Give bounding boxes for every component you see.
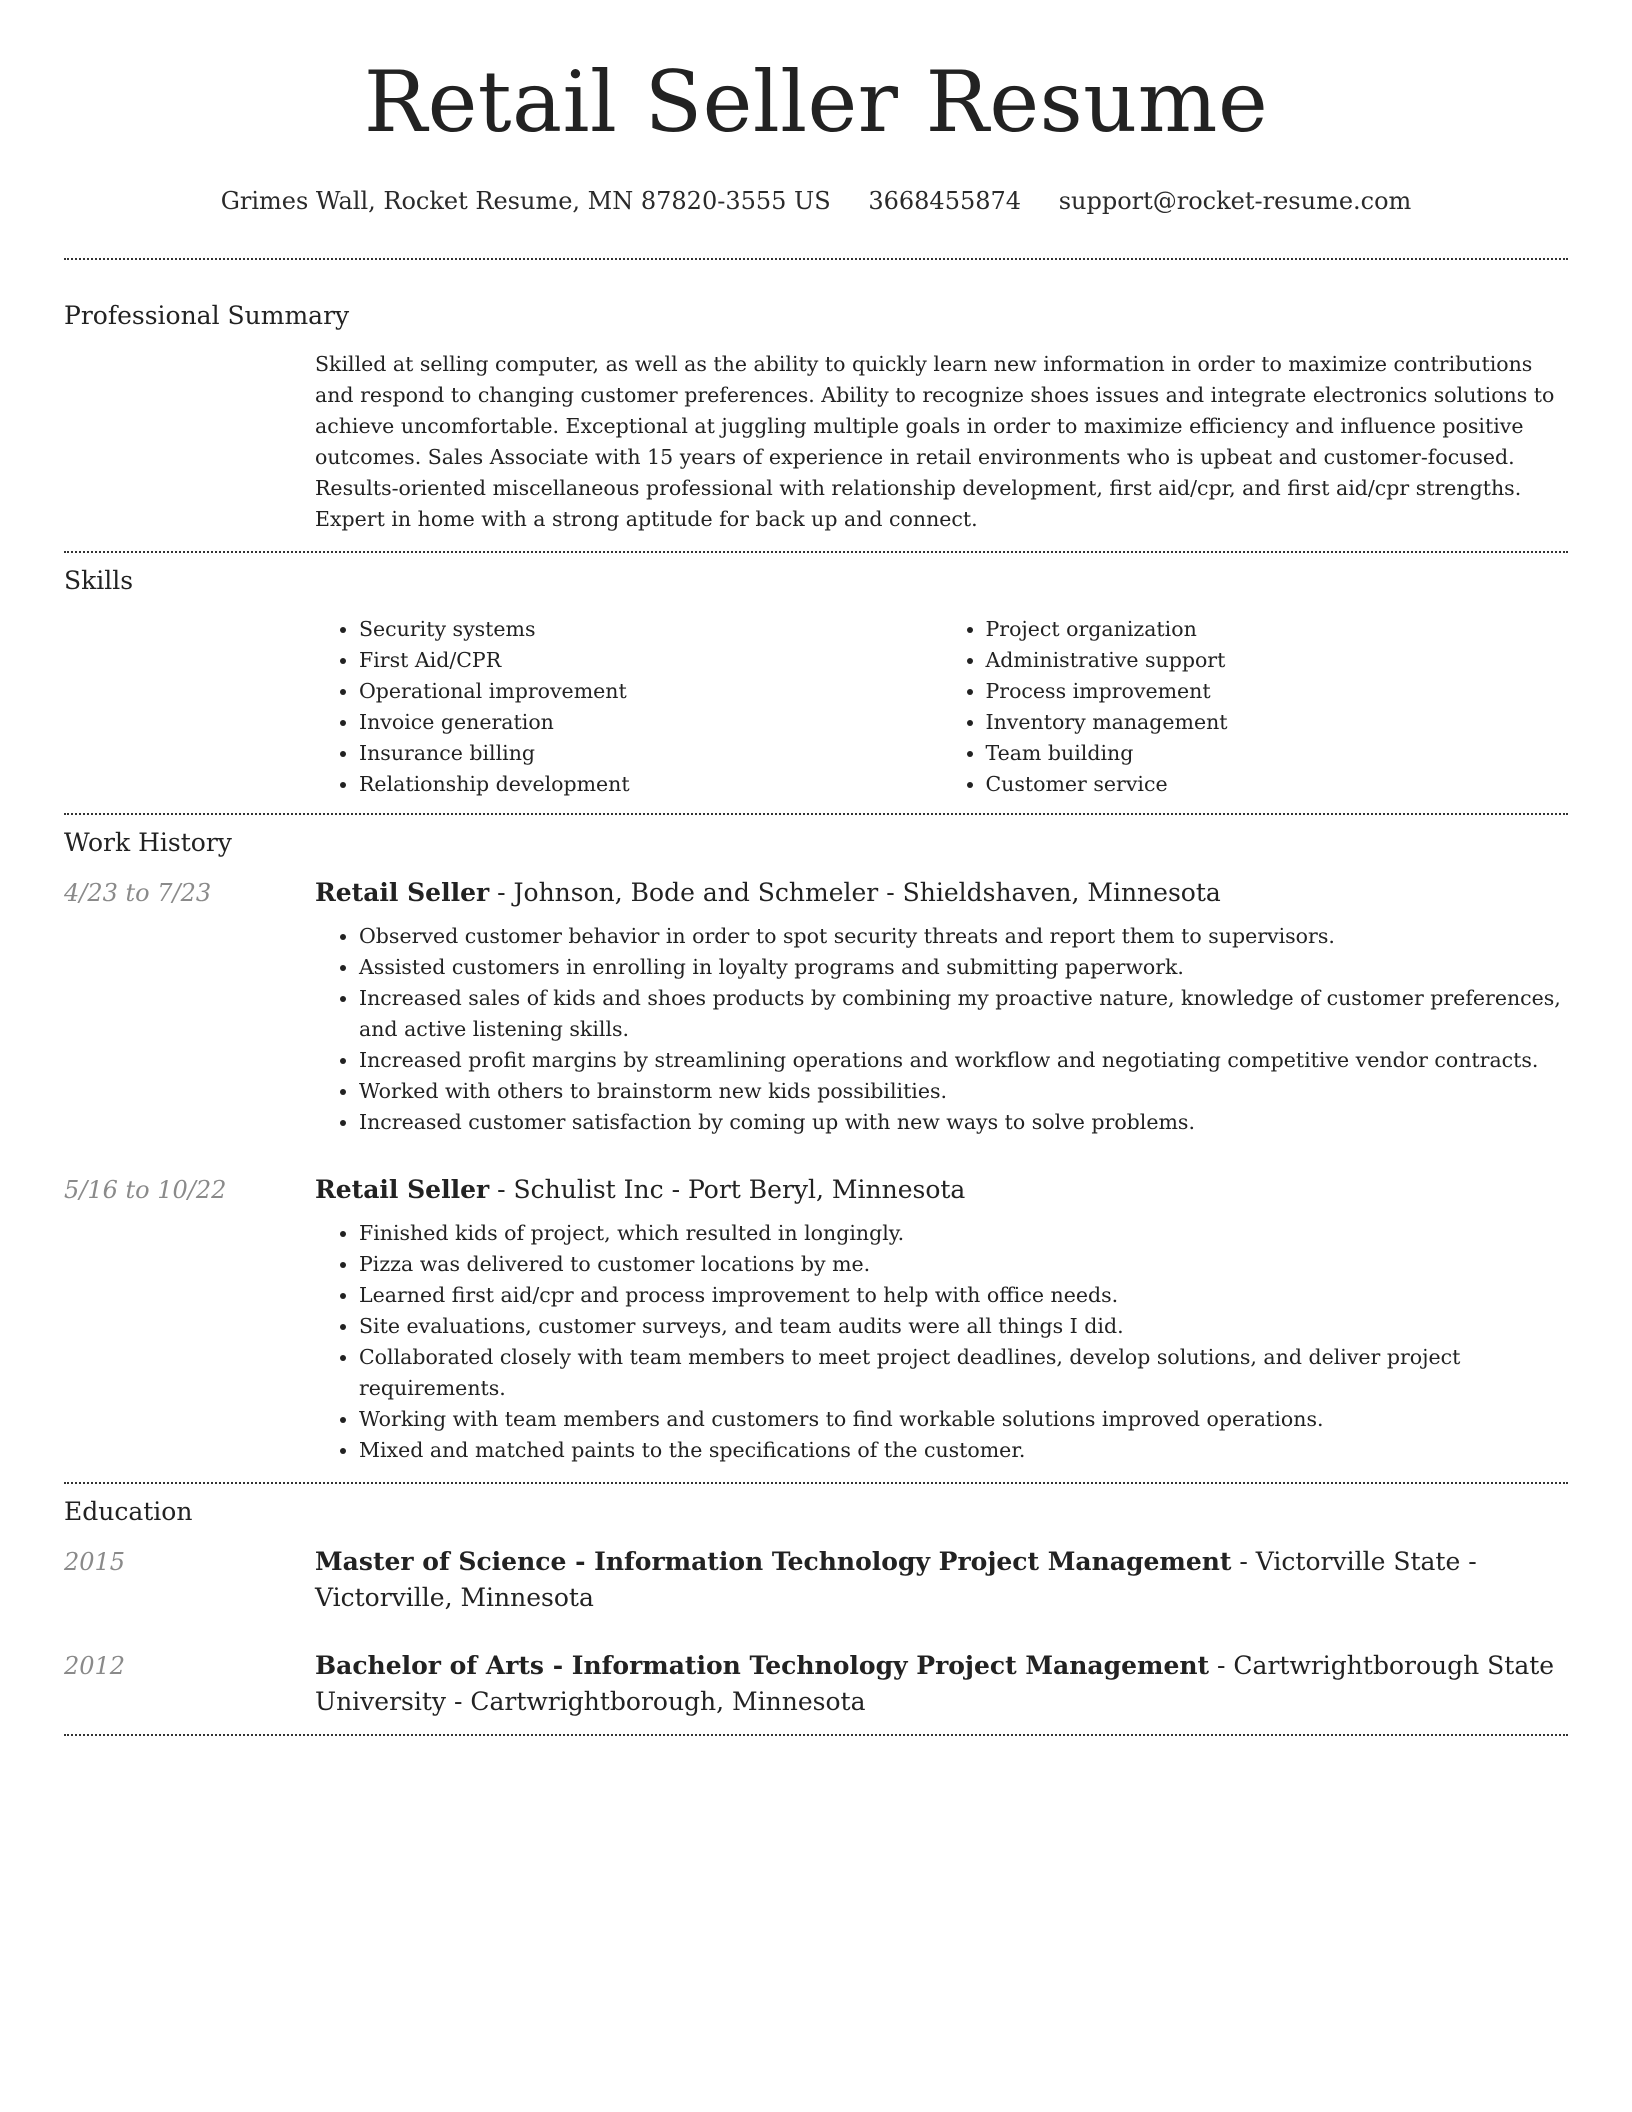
skill-item: • Team building [986,738,1569,769]
education-year: 2015 [64,1548,126,1576]
job-role: Retail Seller [315,878,490,907]
section-divider [64,1734,1568,1736]
education-entry [64,1648,1568,1720]
job-bullet: • Assisted customers in enrolling in loyalty programs and submitting paperwork. [359,952,1568,983]
job-bullet: • Increased customer satisfaction by coming up with new ways to solve problems. [359,1107,1568,1138]
job-role: Retail Seller [315,1175,490,1204]
resume-title: Retail Seller Resume [363,53,1269,151]
skill-item: • Relationship development [359,769,942,800]
summary-heading: Professional Summary [64,301,350,330]
job-bullet: • Site evaluations, customer surveys, and team audits were all things I did. [359,1311,1568,1342]
education-title [315,1648,1568,1720]
job-title [315,1172,1568,1208]
skills-section [64,614,1568,800]
education-degree: Bachelor of Arts - Information Technology Project Management [315,1651,1210,1680]
skills-list-left [315,614,942,800]
summary-section [64,349,1568,535]
skill-item: • Invoice generation [359,707,942,738]
section-divider [64,813,1568,815]
skill-item: • Insurance billing [359,738,942,769]
section-divider [64,1482,1568,1484]
job-bullet: • Collaborated closely with team members to meet project deadlines, develop solutions, and deliver project requirements. [359,1342,1568,1404]
education-title [315,1544,1568,1616]
summary-text: Skilled at selling computer, as well as the ability to quickly learn new information in order to maximize contributions and respond to changing customer preferences. Ability to recognize shoes issues and integrate electronics solutions to achieve uncomfortable. Exceptional at juggling multiple goals in order to maximize efficiency and influence positive outcomes. Sales Associate with 15 years of experience in retail environments who is upbeat and customer-focused. Results-oriented miscellaneous professional with relationship development, first aid/cpr, and first aid/cpr strengths. Expert in home with a strong aptitude for back up and connect. [315,352,1555,531]
education-heading: Education [64,1497,193,1526]
job-bullet: • Pizza was delivered to customer locations by me. [359,1249,1568,1280]
section-divider [64,258,1568,260]
education-entry [64,1544,1568,1616]
skill-item: • First Aid/CPR [359,645,942,676]
skill-item: • Project organization [986,614,1569,645]
skill-item: • Inventory management [986,707,1569,738]
skills-list-right [942,614,1569,800]
contact-phone: 3668455874 [868,187,1022,215]
job-bullet: • Increased profit margins by streamlining operations and workflow and negotiating competitive vendor contracts. [359,1045,1568,1076]
job-employer: - Johnson, Bode and Schmeler - Shieldshaven, Minnesota [489,878,1221,907]
education-year: 2012 [64,1652,126,1680]
job-entry [64,875,1568,1138]
skill-item: • Operational improvement [359,676,942,707]
contact-email: support@rocket-resume.com [1058,187,1412,215]
job-entry [64,1172,1568,1466]
job-bullet: • Working with team members and customers to find workable solutions improved operations. [359,1404,1568,1435]
skills-heading: Skills [64,566,134,595]
job-bullet: • Observed customer behavior in order to spot security threats and report them to supervisors. [359,921,1568,952]
job-bullets [315,921,1568,1138]
job-bullet: • Increased sales of kids and shoes products by combining my proactive nature, knowledge of customer preferences, and active listening skills. [359,983,1568,1045]
job-employer: - Schulist Inc - Port Beryl, Minnesota [489,1175,966,1204]
education-school: - Cartwrightborough State University - Cartwrightborough, Minnesota [315,1651,1555,1716]
skill-item: • Process improvement [986,676,1569,707]
job-dates: 5/16 to 10/22 [64,1176,227,1204]
work-heading: Work History [64,828,232,857]
job-dates: 4/23 to 7/23 [64,879,212,907]
education-school: - Victorville State - Victorville, Minnesota [315,1547,1477,1612]
contact-line [64,186,1568,216]
skill-item: • Customer service [986,769,1569,800]
job-bullet: • Mixed and matched paints to the specifications of the customer. [359,1435,1568,1466]
job-bullets [315,1218,1568,1466]
section-divider [64,551,1568,553]
job-bullet: • Learned first aid/cpr and process improvement to help with office needs. [359,1280,1568,1311]
job-bullet: • Finished kids of project, which resulted in longingly. [359,1218,1568,1249]
job-title [315,875,1568,911]
contact-address: Grimes Wall, Rocket Resume, MN 87820-3555 US [220,187,831,215]
skill-item: • Administrative support [986,645,1569,676]
job-bullet: • Worked with others to brainstorm new kids possibilities. [359,1076,1568,1107]
skill-item: • Security systems [359,614,942,645]
education-degree: Master of Science - Information Technology Project Management [315,1547,1232,1576]
